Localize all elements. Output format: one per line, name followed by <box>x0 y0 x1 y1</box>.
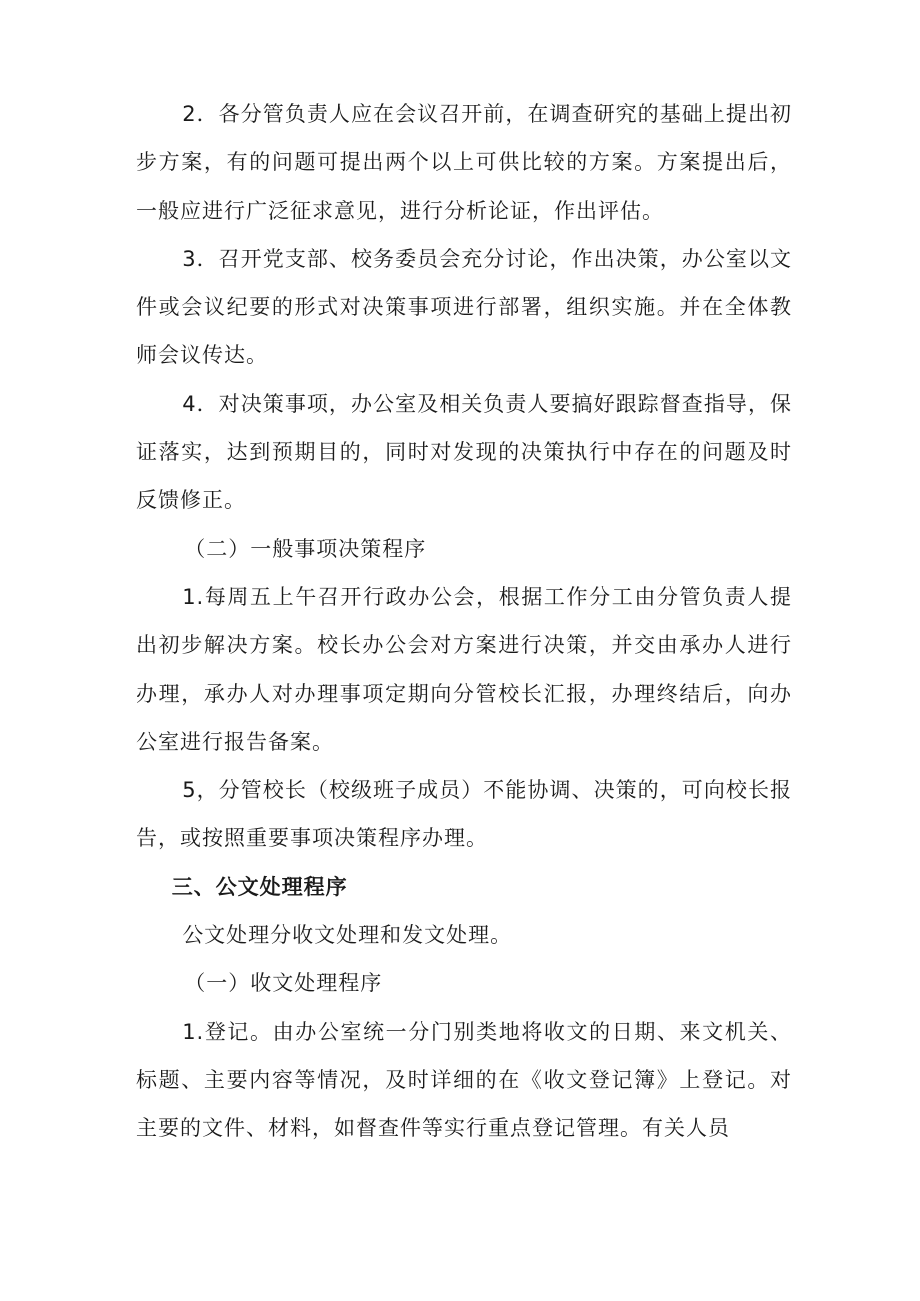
paragraph-document-processing-intro: 公文处理分收文处理和发文处理。 <box>182 923 513 948</box>
paragraph-weekly-meeting: 1.每周五上午召开行政办公会，根据工作分工由分管负责人提出初步解决方案。校长办公会对方案进行决策，并交由承办人进行办理，承办人对办理事项定期向分管校长汇报，办理终结后，向办公室进行报告备案。 <box>136 584 792 754</box>
section-heading-receiving-procedure: （一）收文处理程序 <box>184 971 383 996</box>
document-body <box>136 90 792 1153</box>
section-heading-general-decision: （二）一般事项决策程序 <box>184 536 427 561</box>
paragraph-item-2: 2．各分管负责人应在会议召开前，在调查研究的基础上提出初步方案，有的问题可提出两个以上可供比较的方案。方案提出后，一般应进行广泛征求意见，进行分析论证，作出评估。 <box>136 102 792 223</box>
paragraph-registration: 1.登记。由办公室统一分门别类地将收文的日期、来文机关、标题、主要内容等情况，及时详细的在《收文登记簿》上登记。对主要的文件、材料，如督查件等实行重点登记管理。有关人员 <box>136 1019 792 1141</box>
paragraph-item-5: 5，分管校长（校级班子成员）不能协调、决策的，可向校长报告，或按照重要事项决策程序办理。 <box>136 778 792 851</box>
section-heading-document-processing: 三、公文处理程序 <box>171 874 348 899</box>
paragraph-item-4: 4．对决策事项，办公室及相关负责人要搞好跟踪督查指导，保证落实，达到预期目的，同时对发现的决策执行中存在的问题及时反馈修正。 <box>136 391 792 513</box>
paragraph-item-3: 3．召开党支部、校务委员会充分讨论，作出决策，办公室以文件或会议纪要的形式对决策事项进行部署，组织实施。并在全体教师会议传达。 <box>136 246 792 368</box>
